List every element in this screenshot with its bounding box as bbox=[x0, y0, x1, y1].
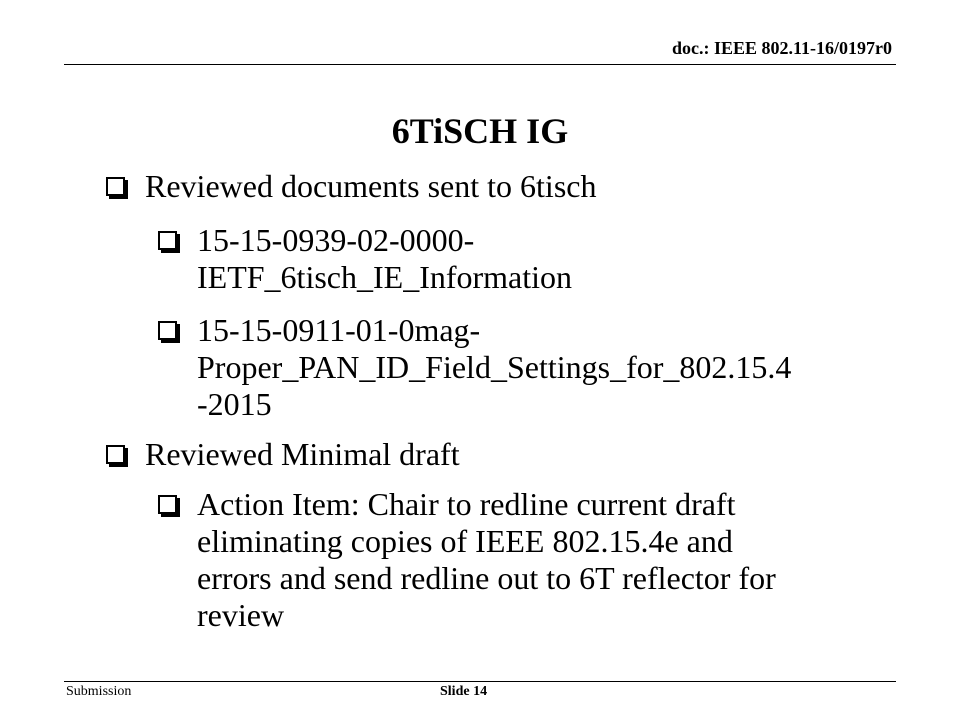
footer-slide-number: Slide 14 bbox=[440, 684, 488, 699]
bullet-item bbox=[158, 312, 898, 423]
bullet-item bbox=[158, 486, 898, 634]
hollow-square-bullet-icon bbox=[158, 321, 177, 340]
footer-submission: Submission bbox=[66, 684, 132, 699]
footer-rule bbox=[64, 681, 896, 682]
hollow-square-bullet-icon bbox=[158, 231, 177, 250]
hollow-square-bullet-icon bbox=[106, 445, 125, 464]
hollow-square-bullet-icon bbox=[158, 495, 177, 514]
hollow-square-bullet-icon bbox=[106, 177, 125, 196]
bullet-text: Action Item: Chair to redline current draft eliminating copies of IEEE 802.15.4e and errors and send redline out to 6T reflector for review bbox=[197, 486, 776, 633]
header-rule bbox=[64, 64, 896, 65]
bullet-item bbox=[106, 168, 596, 205]
bullet-text: 15-15-0939-02-0000- IETF_6tisch_IE_Information bbox=[197, 222, 573, 295]
slide-title: 6TiSCH IG bbox=[391, 111, 569, 151]
bullet-item bbox=[158, 222, 898, 296]
doc-id: doc.: IEEE 802.11-16/0197r0 bbox=[671, 38, 892, 58]
bullet-text: 15-15-0911-01-0mag- Proper_PAN_ID_Field_Settings_for_802.15.4 -2015 bbox=[197, 312, 792, 422]
bullet-text: Reviewed Minimal draft bbox=[145, 436, 460, 472]
bullet-item bbox=[106, 436, 460, 473]
bullet-text: Reviewed documents sent to 6tisch bbox=[145, 168, 597, 204]
